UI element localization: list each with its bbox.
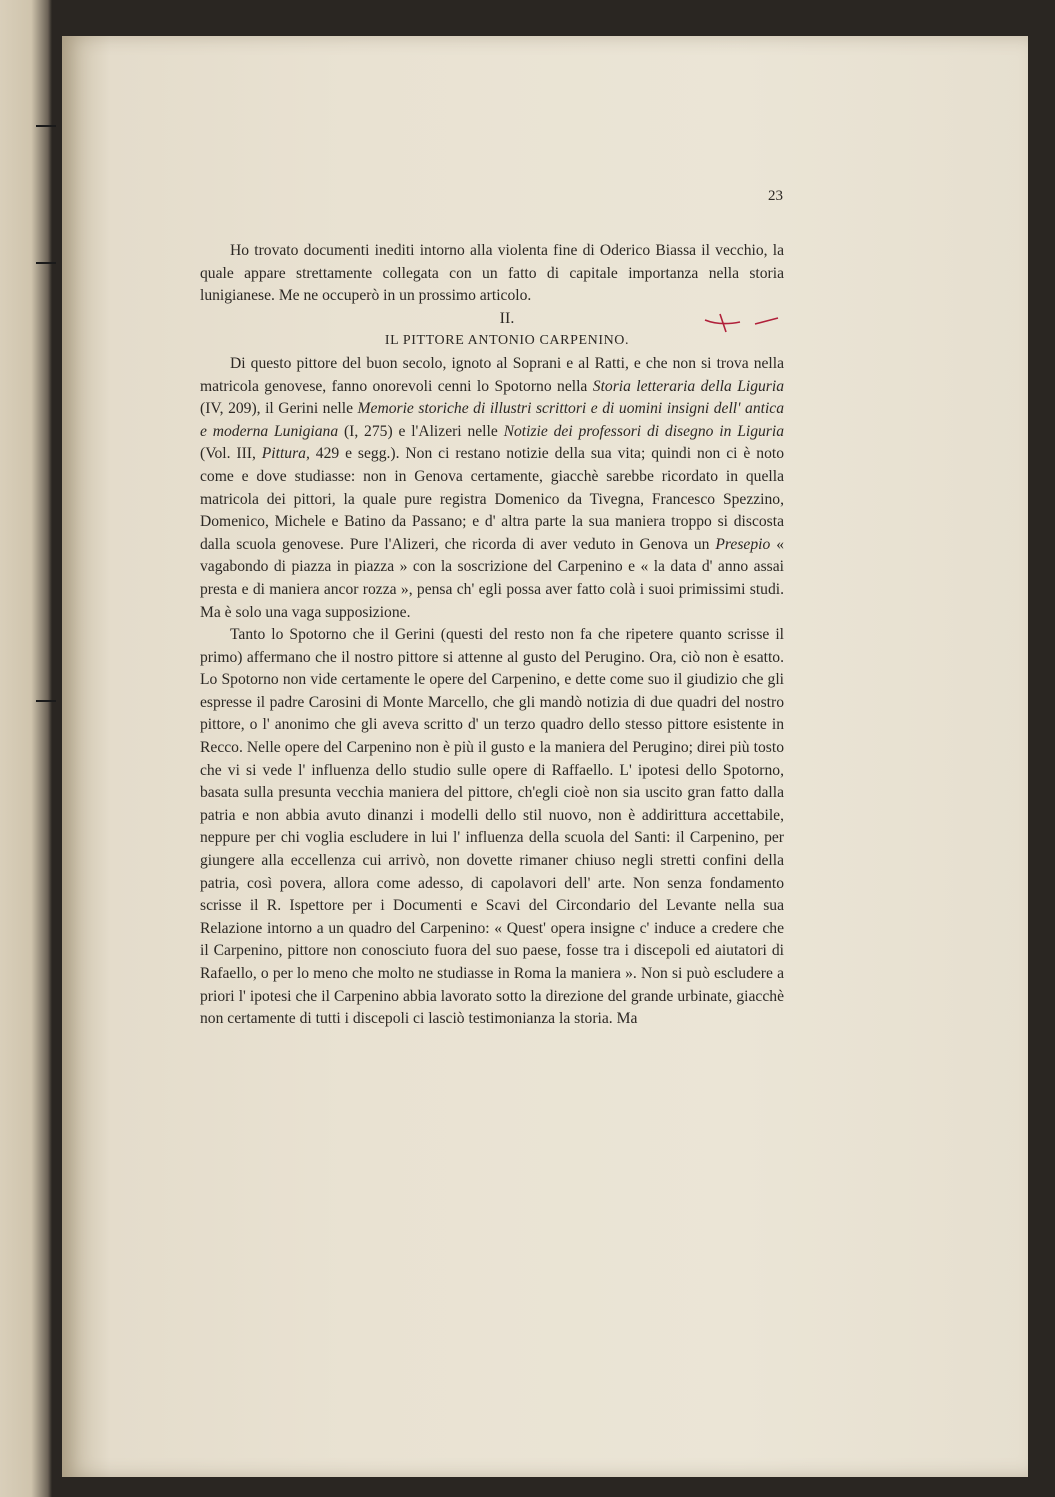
- binding-mark: [36, 262, 56, 264]
- section-title: IL PITTORE ANTONIO CARPENINO.: [384, 333, 630, 349]
- paragraph-1: Di questo pittore del buon secolo, ignoto al Soprani e al Ratti, e che non si trova nella matricola genovese, fanno onorevoli cenni lo Spotorno nella Storia letteraria della Liguria (IV, 209), il Gerini nelle Memorie storiche di illustri scrittori e di uomini insigni dell' antica e moderna Lunigiana (I, 275) e l'Alizeri nelle Notizie dei professori di disegno in Liguria (Vol. III, Pittura, 429 e segg.). Non ci restano notizie della sua vita; quindi non ci è noto come e dove studiasse: non in Genova certamente, giacchè sarebbe ricordato in quella matricola dei pittori, la quale pure registra Domenico da Tivegna, Francesco Spezzino, Domenico, Michele e Batino da Passano; e d' altra parte la sua maniera troppo si discosta dalla scuola genovese. Pure l'Alizeri, che ricorda di aver veduto in Genova un Presepio « vagabondo di piazza in piazza » con la soscrizione del Carpenino e « la data d' anno assai presta e di maniera ancor rozza », pensa ch' egli possa aver fatto colà i suoi primissimi studi. Ma è solo una vaga supposizione.: [200, 354, 785, 621]
- paragraph-2: Tanto lo Spotorno che il Gerini (questi del resto non fa che ripetere quanto scrisse il primo) affermano che il nostro pittore si attenne al gusto del Perugino. Ora, ciò non è esatto. Lo Spotorno non vide certamente le opere del Carpenino, e dette come suo il giudizio che gli espresse il padre Carosini di Monte Marcello, che gli mandò notizia di due quadri del nostro pittore, o l' anonimo che gli aveva scritto d' un terzo quadro dello stesso pittore esistente in Recco. Nelle opere del Carpenino non è più il gusto e la maniera del Perugino; direi più tosto che vi si vede l' influenza dello studio sulle opere di Raffaello. L' ipotesi dello Spotorno, basata sulla presunta vecchia maniera del pittore, ch'egli cioè non sia uscito gran fatto dalla patria e non abbia avuto dinanzi i modelli dello stil nuovo, non è addirittura accettabile, neppure per chi voglia escludere in lui l' influenza della scuola del Santi: il Carpenino, per giungere alla eccellenza cui arrivò, non dovette rimaner chiuso negli stretti confini della patria, così povera, allora come adesso, di capolavori dell' arte. Non senza fondamento scrisse il R. Ispettore per i Documenti e Scavi del Circondario del Levante nella sua Relazione intorno a un quadro del Carpenino: « Quest' opera insigne c' induce a credere che il Carpenino, pittore non conosciuto fuora del suo paese, fosse tra i discepoli ed aiutatori di Rafaello, o per lo meno che molto ne studiasse in Roma la maniera ». Non si può escludere a priori l' ipotesi che il Carpenino abbia lavorato sotto la direzione del grande urbinate, giacchè non certamente di tutti i discepoli ci lasciò testimonianza la storia. Ma: [200, 626, 784, 1028]
- intro-paragraph: Ho trovato documenti inediti intorno alla violenta fine di Oderico Biassa il vecchio, la quale appare strettamente collegata con un fatto di capitale importanza nella storia lunigianese. Me ne occuperò in un prossimo articolo.: [200, 242, 784, 305]
- title-presepio: Presepio: [715, 535, 771, 553]
- binding-mark: [36, 700, 56, 702]
- page-text: [200, 240, 784, 1031]
- page-number: 23: [768, 188, 783, 204]
- title-memorie-storiche: Memorie storiche di illustri scrittori e di uomini insigni dell' antica e moderna Lunigiana: [200, 400, 784, 440]
- section-number: II.: [499, 309, 515, 327]
- title-notizie-professori: Notizie dei professori di disegno in Liguria: [503, 422, 784, 440]
- title-pittura: Pittura,: [261, 445, 310, 463]
- left-page-edge: [0, 0, 52, 1497]
- binding-mark: [36, 125, 56, 127]
- title-storia-letteraria: Storia letteraria della Liguria: [592, 377, 785, 395]
